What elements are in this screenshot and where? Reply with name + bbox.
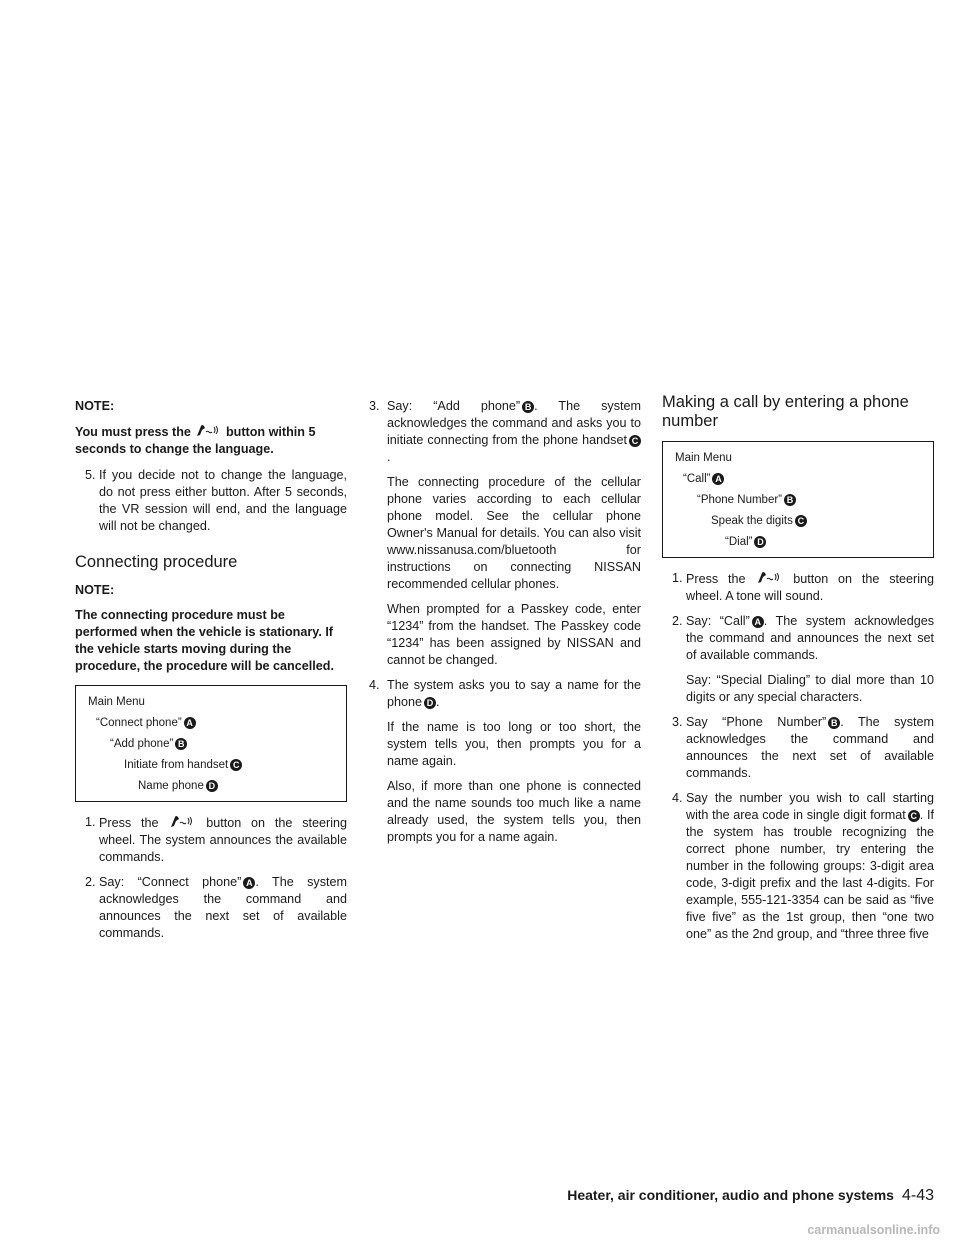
step-4: 4. Say the number you wish to call starting with the area code in single digit format C . If the system has trouble recognizing the correct phone number, try entering the number in the following groups: 3-digit area code, 3-digit prefix and the last 4-digits. For example, 555-121-3354 can be said as “five five five” as the 1st group, then “one two one” as the 2nd group, and “three three five: [672, 791, 934, 941]
menu-item: “Dial” D: [671, 532, 925, 553]
menu-tree-connect: [75, 685, 347, 802]
marker-d-icon: D: [754, 536, 766, 548]
marker-c-icon: C: [629, 435, 641, 447]
step-5: 5. If you decide not to change the language, do not press either button. After 5 seconds, the VR session will end, and the language will not be changed.: [85, 468, 347, 533]
note-label: NOTE:: [75, 583, 115, 597]
note-text: The connecting procedure must be performed when the vehicle is stationary. If the vehicle starts moving during the procedure, the procedure will be cancelled.: [75, 608, 334, 673]
marker-d-icon: D: [206, 780, 218, 792]
page-number: 4-43: [901, 1187, 934, 1204]
note-label: NOTE:: [75, 399, 115, 413]
paragraph: Say: “Special Dialing” to dial more than 10 digits or any special characters.: [686, 673, 934, 704]
column-left: [75, 398, 347, 950]
marker-b-icon: B: [175, 738, 187, 750]
column-right: [662, 393, 934, 951]
marker-a-icon: A: [243, 877, 255, 889]
marker-a-icon: A: [752, 616, 764, 628]
paragraph: Also, if more than one phone is connected and the name sounds too much like a name already used, the system tells you, then prompts you for a name again.: [387, 779, 641, 844]
section-heading-making-call: Making a call by entering a phone number: [662, 393, 909, 430]
step-2: 2. Say: “Call” A . The system acknowledges the command and announces the next set of available commands.: [672, 614, 934, 662]
menu-item: “Connect phone” A: [84, 713, 338, 734]
menu-item: Initiate from handset C: [84, 755, 338, 776]
step-1: 1. Press the button on the steering wheel. The system announces the available commands.: [85, 815, 347, 864]
paragraph: The connecting procedure of the cellular phone varies according to each cellular phone model. See the cellular phone Owner's Manual for details. You can also visit www.nissanusa.com/bluetooth for instructions on connecting NISSAN recommended cellular phones.: [387, 475, 641, 591]
marker-d-icon: D: [424, 697, 436, 709]
column-middle: [369, 398, 641, 854]
menu-tree-call: [662, 441, 934, 558]
talk-button-icon: [168, 814, 196, 829]
marker-c-icon: C: [908, 810, 920, 822]
menu-item: Speak the digits C: [671, 511, 925, 532]
marker-b-icon: B: [784, 494, 796, 506]
section-title: Heater, air conditioner, audio and phone systems: [567, 1187, 894, 1203]
watermark: carmanualsonline.info: [807, 1223, 940, 1237]
marker-b-icon: B: [828, 717, 840, 729]
step-2: 2. Say: “Connect phone” A . The system acknowledges the command and announces the next set of available commands.: [85, 875, 347, 940]
talk-button-icon: [755, 570, 783, 585]
menu-item: “Add phone” B: [84, 734, 338, 755]
marker-c-icon: C: [230, 759, 242, 771]
section-heading-connecting: Connecting procedure: [75, 553, 238, 571]
paragraph: If the name is too long or too short, the system tells you, then prompts you for a name again.: [387, 720, 641, 768]
marker-c-icon: C: [795, 515, 807, 527]
paragraph: When prompted for a Passkey code, enter “1234” from the handset. The Passkey code “1234” has been assigned by NISSAN and cannot be changed.: [387, 602, 641, 667]
marker-b-icon: B: [522, 401, 534, 413]
talk-button-icon: [194, 423, 222, 438]
menu-item: “Phone Number” B: [671, 490, 925, 511]
step-3: 3. Say “Phone Number” B . The system acknowledges the command and announces the next set of available commands.: [672, 715, 934, 780]
page-footer: [488, 1187, 934, 1205]
step-3: 3. Say: “Add phone” B . The system acknowledges the command and asks you to initiate connecting from the phone handset C.: [369, 399, 641, 464]
menu-title: Main Menu: [675, 452, 732, 464]
step-4: 4. The system asks you to say a name for the phone D .: [369, 678, 641, 709]
marker-a-icon: A: [712, 473, 724, 485]
marker-a-icon: A: [184, 717, 196, 729]
menu-title: Main Menu: [88, 696, 145, 708]
menu-item: “Call” A: [671, 469, 925, 490]
step-1: 1. Press the button on the steering wheel. A tone will sound.: [672, 571, 934, 603]
menu-item: Name phone D: [84, 776, 338, 797]
note-text: You must press the button within 5 seconds to change the language.: [75, 425, 316, 456]
